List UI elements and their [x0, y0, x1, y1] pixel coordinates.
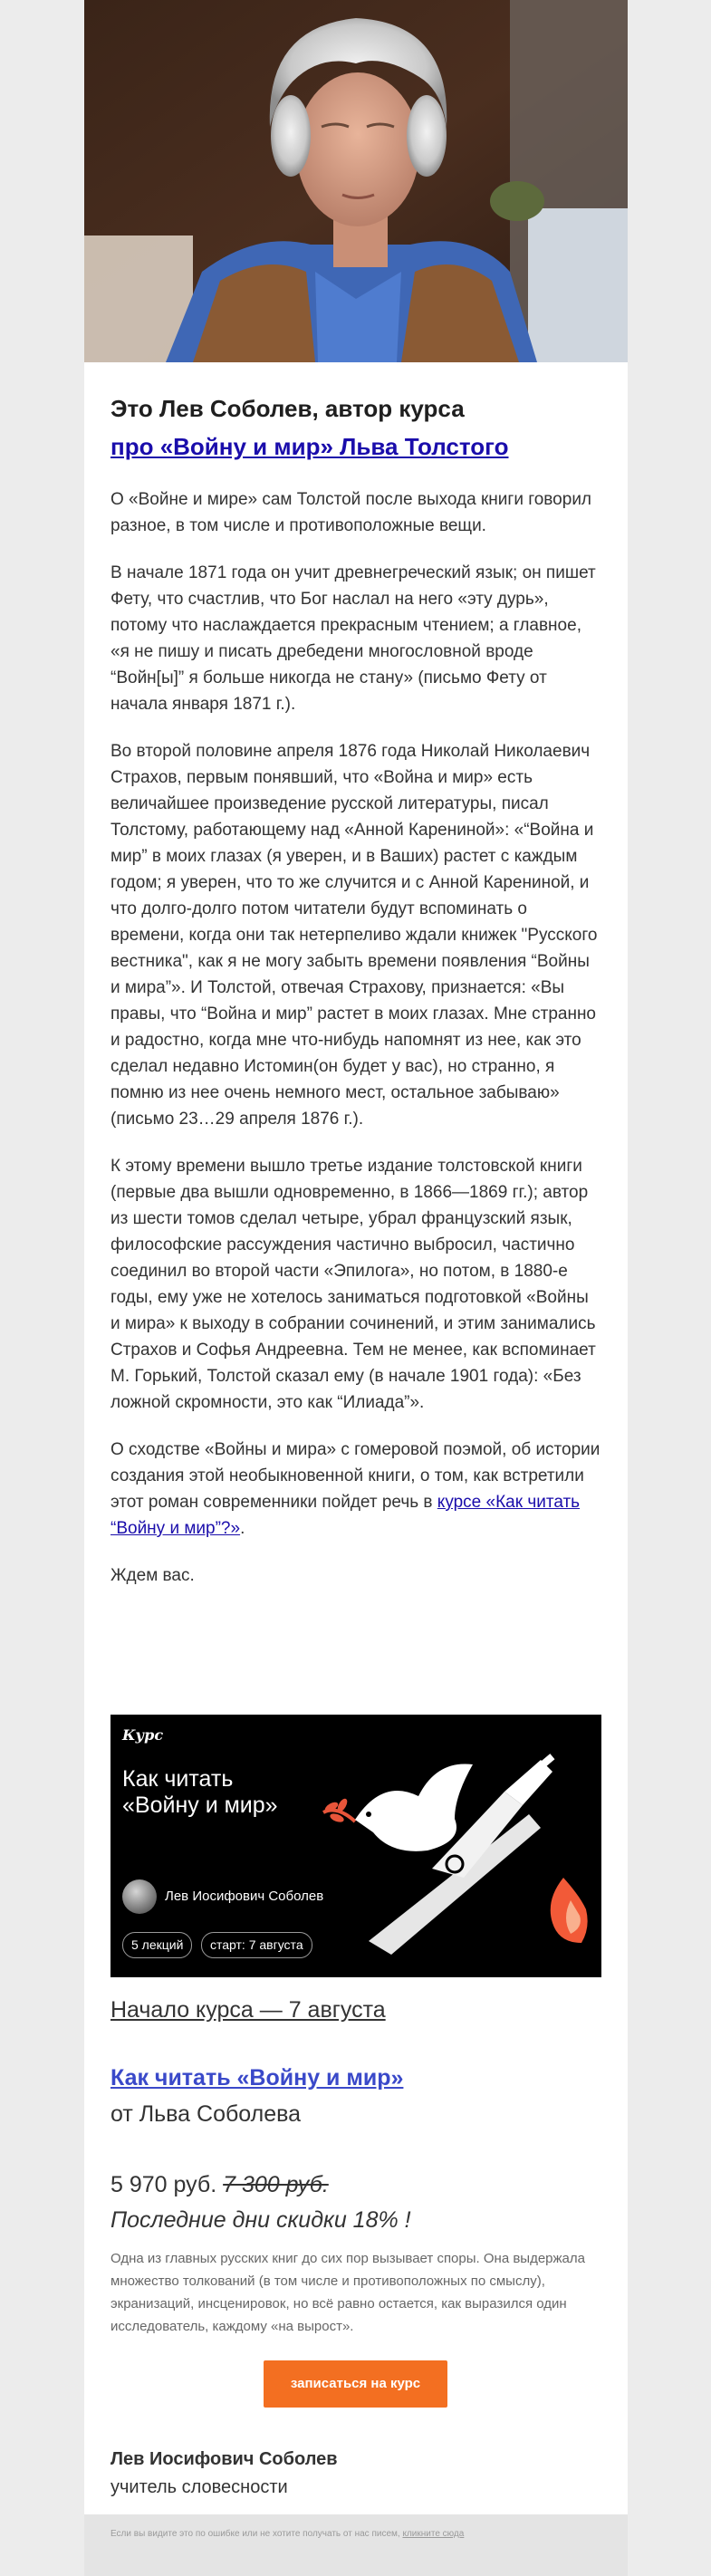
- email-body: [84, 0, 628, 2576]
- paragraph-1: О «Войне и мире» сам Толстой после выхода книги говорил разное, в том числе и противоположные вещи.: [110, 490, 592, 535]
- author-photo: [84, 0, 628, 362]
- course-start-link[interactable]: Начало курса — 7 августа: [110, 1997, 386, 2023]
- paragraph-3: Во второй половине апреля 1876 года Николай Николаевич Страхов, первым понявший, что «Война и мир» есть величайшее произведение русской литературы, писал Толстому, работающему над «Анной Карениной»: «“Война и мир” в моих глазах (я уверен, и в Ваших) растет с каждым годом; я уверен, что то же случится и с Анной Карениной, и что долго-долго потом читатели будут вспоминать о времени, когда они так нетерпеливо ждали книжек "Русского вестника", как я не могу забыть времени появления “Войны и мира”». И Толстой, отвечая Страхову, признается: «Вы правы, что “Война и мир” растет в моих глазах. Мне странно и радостно, когда мне что-нибудь напомнят из нее, как это сделал недавно Истомин(он будет у вас), но странно, я помню из нее очень немного мест, остальное забываю» (письмо 23…29 апреля 1876 г.).: [110, 742, 598, 1129]
- signature-role: учитель словесности: [110, 2477, 288, 2497]
- paragraph-5: [110, 1437, 601, 1542]
- banner-author: Лев Иосифович Соболев: [165, 1889, 324, 1904]
- intro-title-text: Это Лев Соболев, автор курса: [110, 395, 465, 422]
- banner-title: [122, 1766, 278, 1819]
- paragraph-5-text: О сходстве «Войны и мира» с гомеровой поэмой, об истории создания этой необыкновенной книги, о том, как встретили этот роман современники пойдет речь в: [110, 1440, 601, 1512]
- price-line: [110, 2172, 329, 2198]
- price-old: 7 300 руб.: [223, 2172, 329, 2197]
- course-inline-link[interactable]: курсе «Как читать “Войну и мир”?»: [110, 1493, 581, 1538]
- intro-title: [110, 389, 601, 466]
- course-banner[interactable]: [110, 1715, 601, 1977]
- course-description: Одна из главных русских книг до сих пор вызывает споры. Она выдержала множество толкований (в том числе и противоположных по смыслу), экранизаций, инсценировок, но всё равно остается, как выразился один исследователь, каждому «на вырост».: [110, 2251, 585, 2334]
- footer-text: [110, 2529, 464, 2539]
- banner-pill-start: старт: 7 августа: [201, 1932, 312, 1958]
- banner-title-line2: «Войну и мир»: [122, 1793, 278, 1818]
- course-author-line: от Льва Соболева: [110, 2101, 302, 2127]
- author-photo-icon: [84, 0, 628, 362]
- course-title-link[interactable]: Как читать «Войну и мир»: [110, 2065, 404, 2091]
- intro-title-link[interactable]: про «Войну и мир» Льва Толстого: [110, 433, 509, 460]
- banner-avatar: [122, 1879, 157, 1914]
- enroll-button[interactable]: записаться на курс: [264, 2360, 447, 2408]
- price-current: 5 970 руб.: [110, 2172, 217, 2197]
- banner-pill-lectures: 5 лекций: [122, 1932, 192, 1958]
- footer-message: Если вы видите это по ошибке или не хотите получать от нас писем,: [110, 2529, 403, 2539]
- paragraph-4: К этому времени вышло третье издание толстовской книги (первые два вышли одновременно, в 1866—1869 гг.); автор из шести томов сделал четыре, убрал французский язык, философские рассуждения частично выбросил, частично соединил во второй части «Эпилога», но потом, в 1880-е годы, ему уже не хотелось заниматься подготовкой «Войны и мира» к выходу в собрании сочинений, и этим занимались Страхов и Софья Андреевна. Тем не менее, как вспоминает М. Горький, Толстой сказал ему (в начале 1901 года): «Без ложной скромности, это как “Илиада”».: [110, 1157, 596, 1412]
- discount-text: Последние дни скидки 18% !: [110, 2207, 411, 2233]
- signature-name: Лев Иосифович Соболев: [110, 2449, 338, 2469]
- banner-title-line1: Как читать: [122, 1766, 234, 1792]
- article: [110, 389, 601, 1589]
- paragraph-2: В начале 1871 года он учит древнегреческий язык; он пишет Фету, что счастлив, что Бог наслал на него «эту дурь», потому что наслаждается прекрасным чтением; а главное, «я не пишу и писать дребедени многословной вроде “Войн[ы]” я больше никогда не стану» (письмо Фету от начала января 1871 г.).: [110, 563, 596, 714]
- closing-text: Ждем вас.: [110, 1566, 195, 1585]
- unsubscribe-link[interactable]: кликните сюда: [402, 2529, 465, 2539]
- paragraph-5-end: .: [240, 1519, 245, 1538]
- dove-musket-icon: [319, 1742, 591, 1959]
- footer: [84, 2514, 628, 2576]
- banner-brand: Курс: [122, 1726, 164, 1744]
